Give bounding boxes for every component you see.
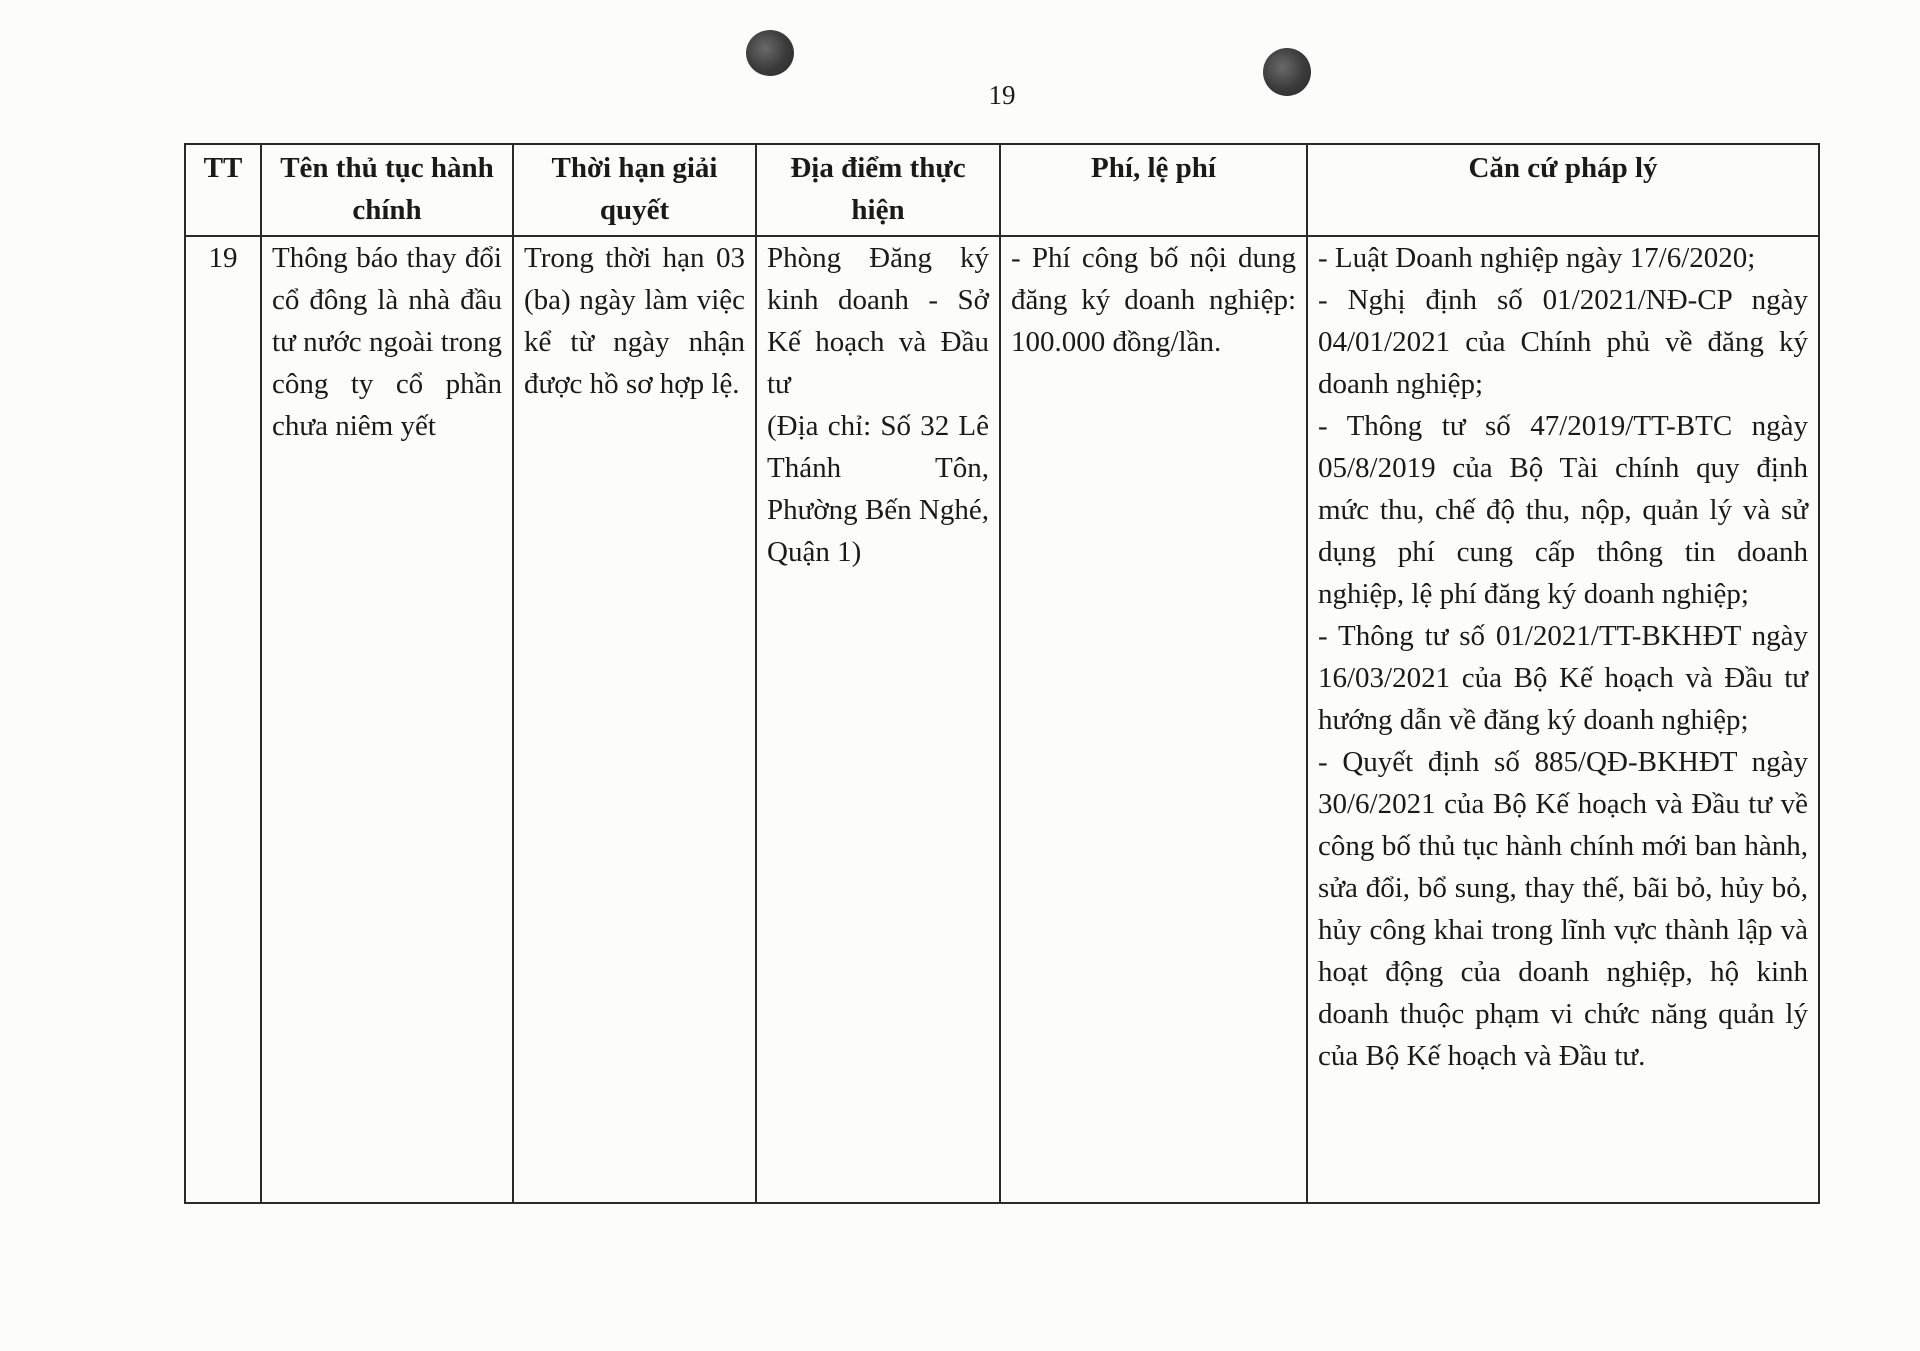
header-tt: TT [185,144,261,236]
procedure-table [184,143,1820,1204]
cell-procedure-name: Thông báo thay đổi cổ đông là nhà đầu tư nước ngoài trong công ty cổ phần chưa niêm yết [261,236,513,1203]
legal-basis-item: - Nghị định số 01/2021/NĐ-CP ngày 04/01/2021 của Chính phủ về đăng ký doanh nghiệp; [1318,284,1808,400]
header-processing-time: Thời hạn giải quyết [513,144,756,236]
legal-basis-item: - Thông tư số 01/2021/TT-BKHĐT ngày 16/03/2021 của Bộ Kế hoạch và Đầu tư hướng dẫn về đăng ký doanh nghiệp; [1318,620,1808,736]
header-fees: Phí, lệ phí [1000,144,1307,236]
cell-fees: - Phí công bố nội dung đăng ký doanh nghiệp: 100.000 đồng/lần. [1000,236,1307,1203]
cell-processing-time: Trong thời hạn 03 (ba) ngày làm việc kể từ ngày nhận được hồ sơ hợp lệ. [513,236,756,1203]
location-address: (Địa chỉ: Số 32 Lê Thánh Tôn, Phường Bến Nghé, Quận 1) [767,410,989,568]
legal-basis-item: - Thông tư số 47/2019/TT-BTC ngày 05/8/2019 của Bộ Tài chính quy định mức thu, chế độ thu, nộp, quản lý và sử dụng phí cung cấp thông tin doanh nghiệp, lệ phí đăng ký doanh nghiệp; [1318,410,1808,610]
table-row [185,236,1819,1203]
table-header-row [185,144,1819,236]
cell-location [756,236,1000,1203]
header-procedure-name: Tên thủ tục hành chính [261,144,513,236]
header-legal-basis: Căn cứ pháp lý [1307,144,1819,236]
cell-legal-basis [1307,236,1819,1203]
page-number: 19 [988,80,1016,110]
header-location: Địa điểm thực hiện [756,144,1000,236]
location-main: Phòng Đăng ký kinh doanh - Sở Kế hoạch và Đầu tư [767,242,989,400]
legal-basis-item: - Luật Doanh nghiệp ngày 17/6/2020; [1318,242,1756,274]
legal-basis-item: - Quyết định số 885/QĐ-BKHĐT ngày 30/6/2021 của Bộ Kế hoạch và Đầu tư về công bố thủ tục hành chính mới ban hành, sửa đổi, bổ sung, thay thế, bãi bỏ, hủy bỏ, hủy công khai trong lĩnh vực thành lập và hoạt động của doanh nghiệp, hộ kinh doanh thuộc phạm vi chức năng quản lý của Bộ Kế hoạch và Đầu tư. [1318,746,1808,1072]
cell-tt: 19 [185,236,261,1203]
punch-hole-left [746,30,794,76]
